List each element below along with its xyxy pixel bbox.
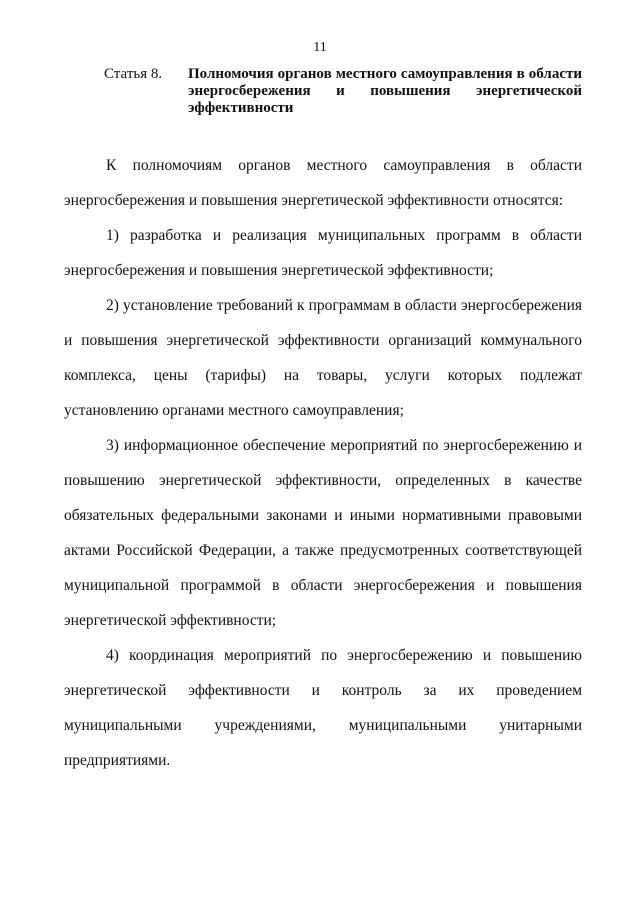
article-body [64, 148, 582, 778]
paragraph-intro: К полномочиям органов местного самоуправления в области энергосбережения и повышения энергетической эффективности относятся: [64, 157, 582, 209]
paragraph-item-4: 4) координация мероприятий по энергосбережению и повышению энергетической эффективности и контроль за их проведением муниципальными учреждениями, муниципальными унитарными предприятиями. [64, 647, 582, 769]
paragraph-item-3: 3) информационное обеспечение мероприятий по энергосбережению и повышению энергетической эффективности, определенных в качестве обязательных федеральными законами и иными нормативными правовыми актами Российской Федерации, а также предусмотренных соответствующей муниципальной программой в области энергосбережения и повышения энергетической эффективности; [64, 437, 582, 629]
paragraph-item-2: 2) установление требований к программам в области энергосбережения и повышения энергетической эффективности организаций коммунального комплекса, цены (тарифы) на товары, услуги которых подлежат установлению органами местного самоуправления; [64, 297, 582, 419]
article-title: Полномочия органов местного самоуправления в области энергосбережения и повышения энергетической эффективности [188, 66, 582, 116]
article-label: Статья 8. [104, 66, 163, 82]
paragraph-item-1: 1) разработка и реализация муниципальных программ в области энергосбережения и повышения энергетической эффективности; [64, 227, 582, 279]
page-number: 11 [313, 40, 327, 55]
